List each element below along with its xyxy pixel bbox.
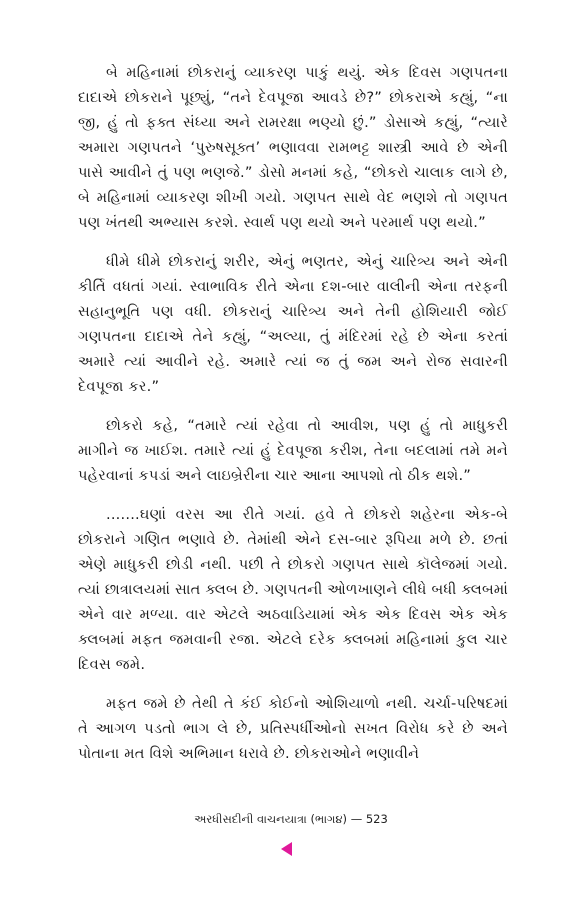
- left-arrow-icon[interactable]: [281, 842, 292, 856]
- paragraph: મફત જમે છે તેથી તે કંઈ કોઈનો ઓશિયાળો નથી. ચર્ચા-પરિષદમાં તે આગળ પડતો ભાગ લે છે, પ્રતિસ્પર્ધીઓનો સખત વિરોધ કરે છે અને પોતાના મત વિશે અભિમાન ધરાવે છે. છોકરાઓને ભણાવીને: [78, 695, 508, 762]
- paragraph: .......ઘણાં વરસ આ રીતે ગયાં. હવે તે છોકરો શહેરના એક-બે છોકરાને ગણિત ભણાવે છે. તેમાંથી એને દસ-બાર રૂપિયા મળે છે. છતાં એણે માધુકરી છોડી નથી. પછી તે છોકરો ગણપત સાથે કૉલેજમાં ગયો. ત્યાં છાત્રાલયમાં સાત ક્લબ છે. ગણપતની ઓળખાણને લીધે બધી ક્લબમાં એને વાર મળ્યા. વાર એટલે અઠવાડિયામાં એક એક દિવસ એક એક ક્લબમાં મફત જમવાની રજા. એટલે દરેક ક્લબમાં મહિનામાં કુલ ચાર દિવસ જમે.: [78, 506, 508, 673]
- paragraph: છોકરો કહે, “તમારે ત્યાં રહેવા તો આવીશ, પણ હું તો માધુકરી માગીને જ ખાઈશ. તમારે ત્યાં હું દેવપૂજા કરીશ, તેના બદલામાં તમે મને પહેરવાનાં કપડાં અને લાઇબ્રેરીના ચાર આના આપશો તો ઠીક થશે.”: [78, 417, 508, 484]
- page-body: [78, 60, 508, 780]
- page-footer: અરધીસદીની વાચનયાત્રા (ભાગ૪) — 523: [194, 812, 388, 826]
- paragraph: બે મહિનામાં છોકરાનું વ્યાકરણ પાકું થયું. એક દિવસ ગણપતના દાદાએ છોકરાને પૂછ્યું, “તને દેવપૂજા આવડે છે?” છોકરાએ કહ્યું, “ના જી, હું તો ફક્ત સંધ્યા અને રામરક્ષા ભણ્યો છું.” ડોસાએ કહ્યું, “ત્યારે અમારા ગણપતને ‘પુરુષસૂક્ત’ ભણાવવા રામભટ્ટ શાસ્ત્રી આવે છે એની પાસે આવીને તું પણ ભણજે.” ડોસો મનમાં કહે, “છોકરો ચાલાક લાગે છે, બે મહિનામાં વ્યાકરણ શીખી ગયો. ગણપત સાથે વેદ ભણશે તો ગણપત પણ ખંતથી અભ્યાસ કરશે. સ્વાર્થ પણ થયો અને પરમાર્થ પણ થયો.”: [78, 64, 508, 231]
- paragraph: ધીમે ધીમે છોકરાનું શરીર, એનું ભણતર, એનું ચારિત્ર્ય અને એની કીર્તિ વધતાં ગયાં. સ્વાભાવિક રીતે એના દશ-બાર વાલીની એના તરફની સહાનુભૂતિ પણ વધી. છોકરાનું ચારિત્ર્ય અને તેની હોશિયારી જોઈ ગણપતના દાદાએ તેને કહ્યું, “અલ્યા, તું મંદિરમાં રહે છે એના કરતાં અમારે ત્યાં આવીને રહે. અમારે ત્યાં જ તું જમ અને રોજ સવારની દેવપૂજા કર.”: [78, 253, 508, 395]
